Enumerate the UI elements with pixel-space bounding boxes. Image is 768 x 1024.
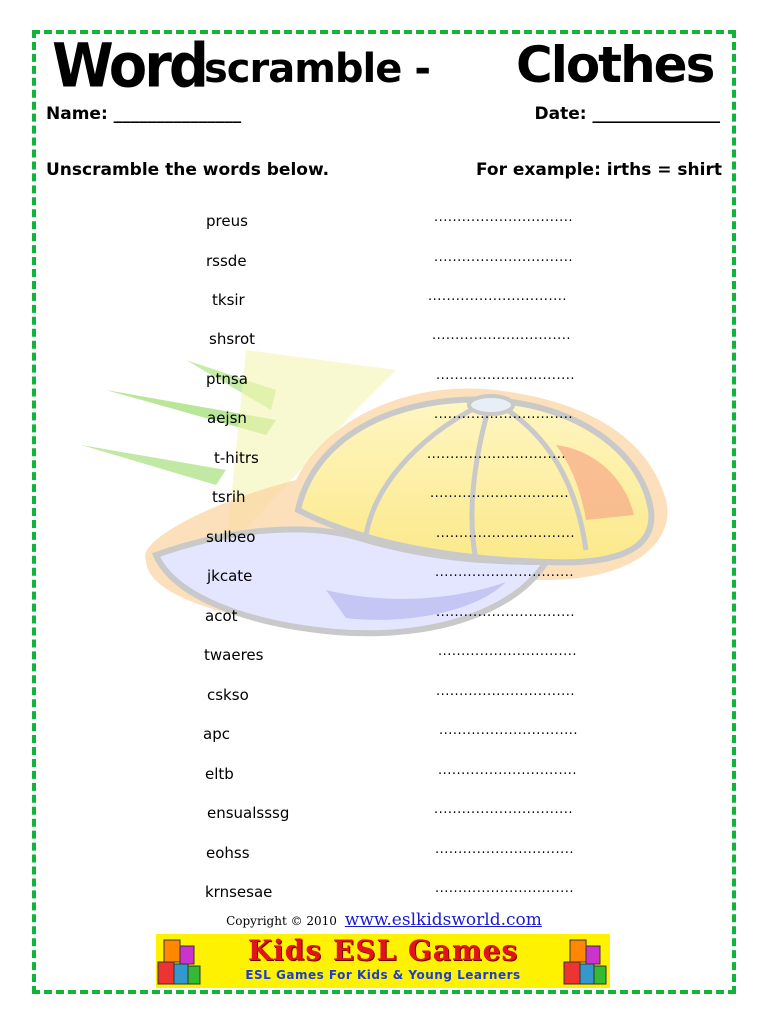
scrambled-word: rssde [206,252,247,270]
scrambled-word: t-hitrs [214,449,259,467]
kids-esl-games-banner[interactable] [156,934,610,988]
answer-blank[interactable]: .............................. [439,723,578,738]
list-item [0,603,768,633]
title-word: Word [52,31,206,102]
scrambled-word: acot [205,607,238,625]
scrambled-word: twaeres [204,646,264,664]
list-item [0,287,768,317]
copyright-text: Copyright © 2010 [226,914,337,928]
scrambled-word: tksir [212,291,245,309]
answer-blank[interactable]: .............................. [438,763,577,778]
banner-title: Kids ESL Games [247,934,519,967]
list-item [0,248,768,278]
copyright-line [0,910,768,930]
toy-blocks-icon [156,936,202,988]
list-item [0,800,768,830]
list-item [0,366,768,396]
list-item [0,761,768,791]
instructions-text: Unscramble the words below. [46,160,330,180]
toy-blocks-icon [562,936,608,988]
list-item [0,721,768,751]
list-item [0,405,768,435]
list-item [0,326,768,356]
scrambled-word: shsrot [209,330,256,348]
list-item [0,879,768,909]
title-scramble: scramble - [204,46,430,92]
list-item [0,445,768,475]
scrambled-word: ensualsssg [207,804,290,822]
answer-blank[interactable]: .............................. [435,842,574,857]
page-title [46,30,736,100]
scrambled-word: tsrih [212,488,246,506]
scrambled-word: apc [203,725,230,743]
list-item [0,642,768,672]
scrambled-word: aejsn [207,409,247,427]
list-item [0,484,768,514]
list-item [0,524,768,554]
answer-blank[interactable]: .............................. [434,210,573,225]
answer-blank[interactable]: .............................. [434,250,573,265]
answer-blank[interactable]: .............................. [436,368,575,383]
answer-blank[interactable]: .............................. [436,605,575,620]
date-field[interactable]: Date: _______________ [534,104,720,124]
scrambled-word: jkcate [207,567,253,585]
scrambled-word: sulbeo [206,528,256,546]
answer-blank[interactable]: .............................. [438,644,577,659]
answer-blank[interactable]: .............................. [436,526,575,541]
scrambled-word: cskso [207,686,249,704]
list-item [0,208,768,238]
banner-subtitle: ESL Games For Kids & Young Learners [245,968,521,982]
list-item [0,563,768,593]
answer-blank[interactable]: .............................. [435,881,574,896]
scrambled-word: krnsesae [205,883,273,901]
answer-blank[interactable]: .............................. [430,486,569,501]
example-text: For example: irths = shirt [475,160,722,180]
website-link[interactable]: www.eslkidsworld.com [344,910,542,930]
list-item [0,682,768,712]
title-clothes: Clothes [516,36,714,94]
name-field[interactable]: Name: _______________ [46,104,242,124]
scrambled-word: ptnsa [206,370,248,388]
scrambled-word: eohss [206,844,250,862]
answer-blank[interactable]: .............................. [428,289,567,304]
answer-blank[interactable]: .............................. [436,684,575,699]
answer-blank[interactable]: .............................. [427,447,566,462]
answer-blank[interactable]: .............................. [434,407,573,422]
answer-blank[interactable]: .............................. [432,328,571,343]
answer-blank[interactable]: .............................. [434,802,573,817]
list-item [0,840,768,870]
scrambled-word: eltb [205,765,234,783]
answer-blank[interactable]: .............................. [435,565,574,580]
scrambled-word: preus [206,212,248,230]
